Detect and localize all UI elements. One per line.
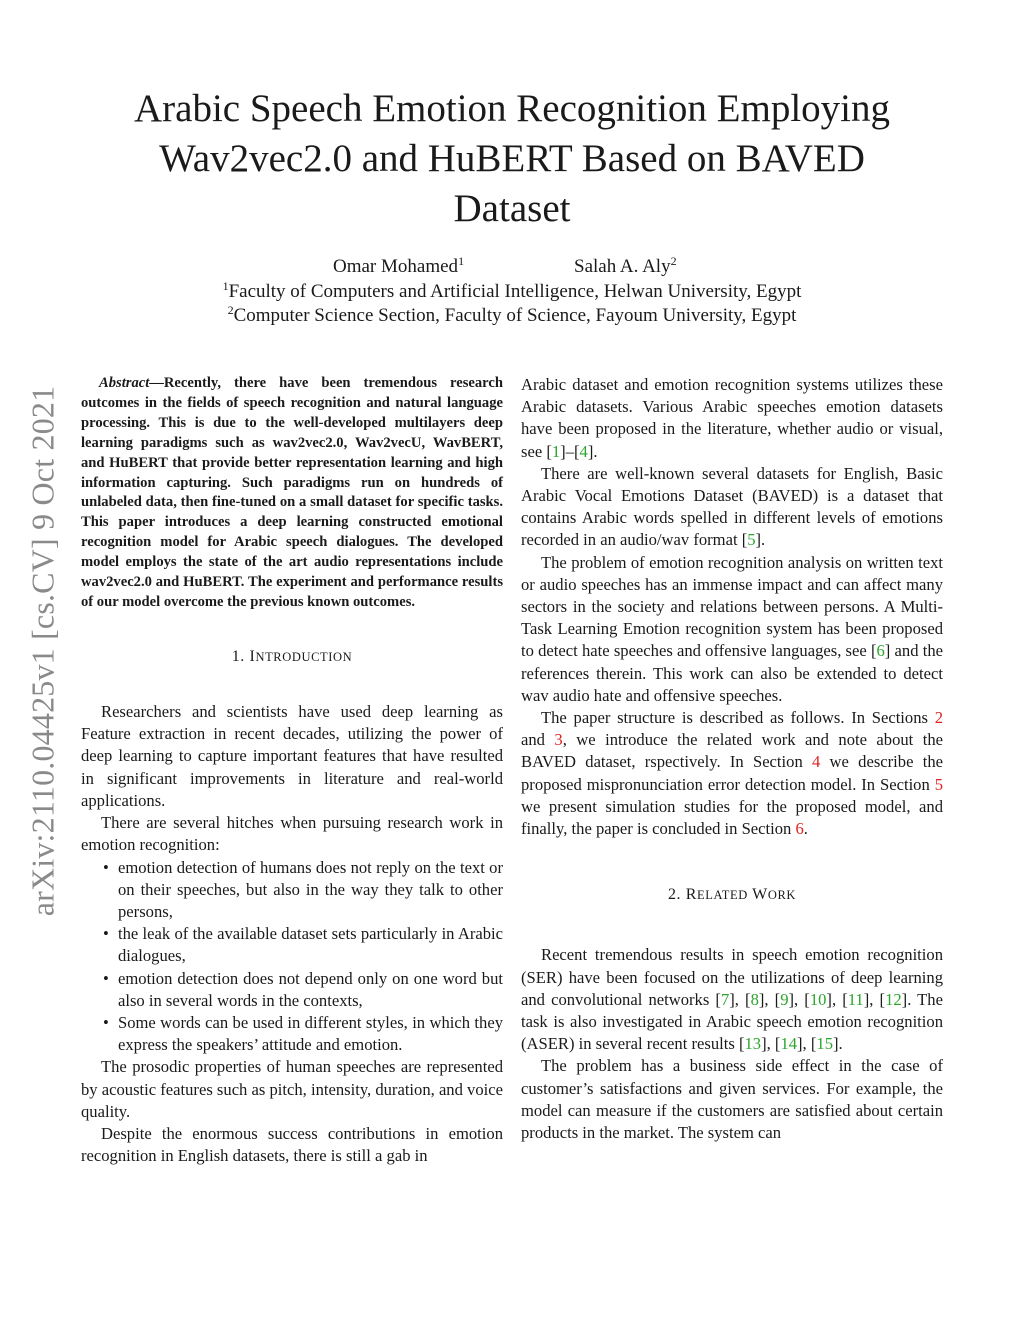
title-line: Wav2vec2.0 and HuBERT Based on BAVED [159, 137, 865, 180]
section-link[interactable]: 2 [934, 708, 943, 728]
paragraph: The paper structure is described as follows. In Sections 2 and 3, we introduce the related work and note about the BAVED dataset, rspectively. In Section 4 we describe the proposed mispronunciation error detection model. In Section 5 we present simulation studies for the proposed model, and finally, the paper is concluded in Section 6. [521, 708, 943, 839]
citation-link[interactable]: 14 [780, 1034, 798, 1054]
paragraph: The problem of emotion recognition analysis on written text or audio speeches has an immense impact and can affect many sectors in the society and relations between persons. A Multi-Task Learning Emotion recognition system has been proposed to detect hate speeches and offensive languages, see [6] and the references therein. This work can also be extended to detect wav audio hate and offensive speeches. [521, 552, 943, 705]
bullet-icon: • [103, 857, 109, 877]
section-heading-related-work: 2. RELATED WORK [667, 886, 797, 904]
arxiv-identifier: arXiv:2110.04425v1 [cs.CV] 9 Oct 2021 [24, 385, 61, 917]
list-item: • emotion detection of humans does not reply on the text or on their speeches, but also in the way they talk to other persons, [103, 857, 503, 921]
title-line: Arabic Speech Emotion Recognition Employing [133, 87, 891, 130]
paragraph: The problem has a business side effect in the case of customer’s satisfactions and given services. For example, the model can measure if the customers are satisfied about certain products in the market. The system can [521, 1056, 943, 1143]
citation-link[interactable]: 9 [780, 989, 789, 1009]
citation-link[interactable]: 11 [847, 989, 864, 1009]
arxiv-sidebar [21, 368, 65, 934]
citation-link[interactable]: 4 [579, 441, 588, 461]
paragraph: Recent tremendous results in speech emotion recognition (SER) have been focused on the utilizations of deep learning and convolutional networks [7], [8], [9], [10], [11], [12]. The task is also investigated in Arabic speech emotion recognition (ASER) in several recent results [13], [14], [15]. [521, 945, 943, 1054]
paragraph: There are several hitches when pursuing research work in emotion recognition: [81, 813, 503, 855]
bullet-list [81, 857, 503, 1057]
citation-link[interactable]: 6 [876, 641, 885, 661]
citation-link[interactable]: 13 [744, 1034, 762, 1054]
citation-link[interactable]: 12 [885, 989, 902, 1009]
section-link[interactable]: 5 [934, 774, 943, 794]
citation-link[interactable]: 1 [551, 441, 561, 461]
list-item: • Some words can be used in different styles, in which they express the speakers’ attitude and emotion. [103, 1012, 503, 1055]
paper-title [80, 84, 944, 234]
right-column [521, 374, 943, 1144]
bullet-icon: • [103, 968, 109, 988]
affiliation: $^1$Faculty of Computers and Artificial Intelligence, Helwan University, Egypt [222, 279, 802, 302]
author-name: Omar Mohamed$^1$ [333, 254, 465, 277]
citation-link[interactable]: 8 [750, 989, 759, 1009]
paragraph: The prosodic properties of human speeches are represented by acoustic features such as pitch, intensity, duration, and voice quality. [81, 1057, 503, 1121]
citation-link[interactable]: 15 [816, 1034, 833, 1054]
bullet-icon: • [103, 1012, 109, 1032]
author-name: Salah A. Aly$^2$ [574, 254, 677, 277]
author-list [0, 256, 1024, 280]
title-line: Dataset [453, 187, 571, 230]
section-link[interactable]: 4 [812, 752, 821, 772]
citation-link[interactable]: 7 [720, 989, 730, 1009]
paragraph: Despite the enormous success contributions in emotion recognition in English datasets, there is still a gab in [81, 1123, 503, 1166]
list-item: • emotion detection does not depend only on one word but also in several words in the contexts, [103, 968, 503, 1010]
section-link[interactable]: 6 [795, 819, 804, 839]
list-item: • the leak of the available dataset sets particularly in Arabic dialogues, [103, 924, 503, 966]
paragraph: There are well-known several datasets for English, Basic Arabic Vocal Emotions Dataset (BAVED) is a dataset that contains Arabic words spelled in different levels of emotions recorded in an audio/wav format [5]. [521, 463, 943, 550]
citation-link[interactable]: 5 [747, 530, 756, 550]
citation-link[interactable]: 10 [809, 989, 827, 1009]
left-column [81, 374, 503, 1167]
section-link[interactable]: 3 [554, 730, 563, 750]
bullet-icon: • [103, 924, 109, 944]
paragraph: Arabic dataset and emotion recognition systems utilizes these Arabic datasets. Various Arabic speeches emotion datasets have been proposed in the literature, whether audio or visual, see [1]–[4]. [521, 375, 943, 461]
section-heading-introduction: 1. INTRODUCTION [231, 647, 353, 665]
abstract-label: Abstract [99, 375, 150, 391]
affiliation: $^2$Computer Science Section, Faculty of Science, Fayoum University, Egypt [227, 303, 797, 326]
abstract: Abstract—Recently, there have been tremendous research outcomes in the fields of speech recognition and natural language processing. This is due to the well-developed multilayers deep learning paradigms such as wav2vec2.0, Wav2vecU, WavBERT, and HuBERT that provide better representation learning and high information capturing. Such paradigms run on hundreds of unlabeled data, then fine-tuned on a small dataset for specific tasks. This paper introduces a deep learning constructed emotional recognition model for Arabic speech dialogues. The developed model employs the state of the art audio representations include wav2vec2.0 and HuBERT. The experiment and performance results of our model overcome the previous known outcomes. [81, 375, 503, 610]
paragraph: Researchers and scientists have used deep learning as Feature extraction in recent decades, utilizing the power of deep learning to capture important features that have resulted in significant improvements in literature and real-world applications. [81, 702, 503, 810]
